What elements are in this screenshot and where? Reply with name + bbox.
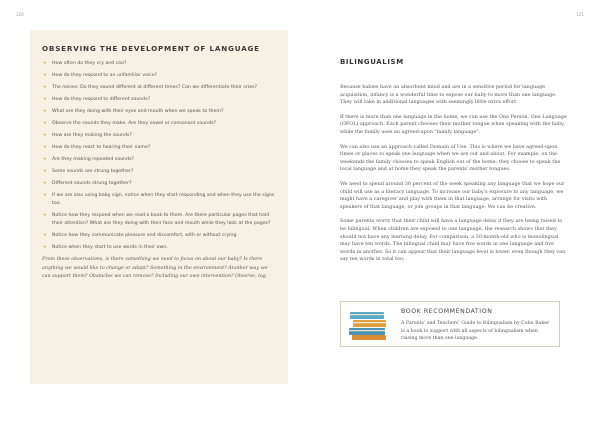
list-item: • If we are also using baby sign, notice when they start responding and when they use the signs too. (42, 192, 276, 208)
list-item: • Observe the sounds they make. Are they vowel or consonant sounds? (42, 120, 276, 128)
list-item: • Some sounds are strung together? (42, 168, 276, 176)
list-item: • Notice how they respond when we read a book to them. Are there particular pages that hold their attention? What are they doing with their face and mouth while they look at the pages? (42, 212, 276, 228)
list-item: • How do they react to hearing their name? (42, 144, 276, 152)
body-paragraph: If there is more than one language in the home, we can use the One Person, One Language (OPOL) approach. Each parent chooses their mother tongue when speaking with the baby, while the family uses an agreed-upon "family language". (340, 113, 567, 135)
list-item: • How do they respond to an unfamiliar voice? (42, 72, 276, 80)
body-paragraph: Some parents worry that their child will have a language delay if they are being raised to be bilingual. When children are exposed to one language, the research shows that they should not have any learning delay. For comparison, a 30-month-old who is monolingual may have ten words. The bilingual child may have five words in one language and five words in another. So it can appear that their language level is lower, even though they can say ten words in total too. (340, 218, 566, 263)
list-item: • Different sounds strung together? (42, 180, 276, 188)
bilingualism-heading: BILINGUALISM (340, 58, 404, 66)
observation-closing-text: From these observations, is there something we need to focus on about our baby? Is there anything we would like to change or adapt? Something in the environment? Another way we can support them? Obstacles we can remove? Including our own intervention? Observe, log. (42, 257, 268, 279)
list-item: • What are they doing with their eyes and mouth when we speak to them? (42, 108, 276, 116)
list-item: • Are they making repeated sounds? (42, 156, 276, 164)
list-item: • The noises: Do they sound different at different times? Can we differentiate their cries? (42, 84, 276, 92)
book-recommendation-box (340, 301, 560, 347)
books-stack-icon (347, 308, 393, 346)
observation-panel (30, 30, 288, 384)
right-page-number: 121 (576, 12, 584, 17)
list-item: • Notice when they start to use words in their own. (42, 244, 276, 252)
bilingualism-section (340, 58, 568, 271)
body-paragraph: We need to spend around 30 percent of the week speaking any language that we hope our child will use as a literacy language. To increase our baby's exposure to any language, we might have a caregiver and play with them in that language, arrange for visits with speakers of that language, or join groups in that language. We can be creative. (340, 180, 565, 210)
book-recommendation-title: BOOK RECOMMENDATION (401, 308, 493, 315)
book-recommendation-text: A Parents' and Teachers' Guide to Bilingualism by Colin Baker is a book to support with all aspects of bilingualism when raising more than one language. (401, 321, 550, 342)
list-item: • How do they respond to different sounds? (42, 96, 276, 104)
body-paragraph: Because babies have an absorbent mind and are in a sensitive period for language acquisition, infancy is a wonderful time to expose our baby to more than one language. They will take in additional languages with seemingly little extra effort. (340, 84, 557, 106)
list-item: • How often do they cry and coo? (42, 60, 276, 68)
observation-panel-title: OBSERVING THE DEVELOPMENT OF LANGUAGE (42, 44, 260, 53)
body-paragraph: We can also use an approach called Domain of Use. This is where we have agreed-upon times or places to speak one language when we are out and about. For example, on the weekends the family chooses to speak English out of the home; they choose to speak the local language and at home they speak the parents' mother tongues. (340, 143, 561, 173)
list-item: • How are they making the sounds? (42, 132, 276, 140)
observation-list (42, 60, 276, 253)
left-page-number: 120 (16, 12, 24, 17)
list-item: • Notice how they communicate pleasure and discomfort, with or without crying. (42, 232, 276, 240)
